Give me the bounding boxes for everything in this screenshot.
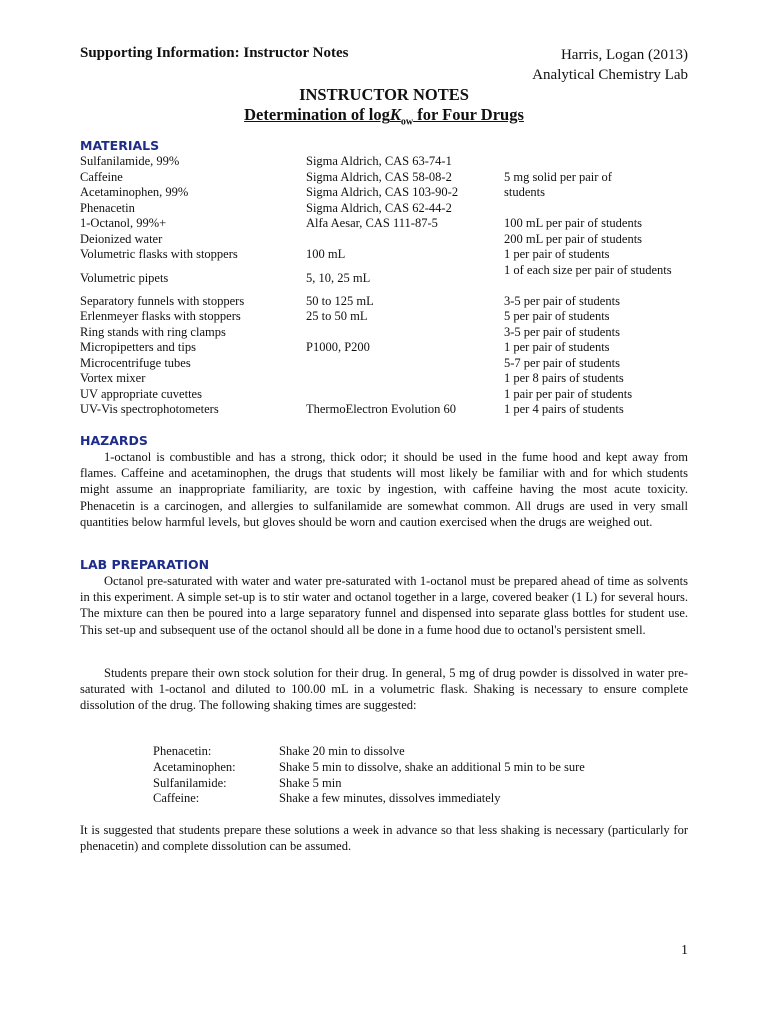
table-row: Vortex mixer 1 per 8 pairs of students <box>80 371 624 385</box>
document-page: Supporting Information: Instructor Notes Harris, Logan (2013) Analytical Chemistry Lab INSTRUCTOR NOTES Determination of logK$_{ow}$ for Four Drugs MATERIALS Sulfanilamide, 99% Sigma Aldrich, CAS 63-74-1 Caffeine Sigma Aldrich, CAS 58-08-2 5 mg solid per pair of Acetaminophen, 99% Sigma Aldrich, CAS 103-90-2 students Phenacetin Sigma Aldrich, CAS 62-44-2 1-Octanol, 99%+ Alfa Aesar, CAS 111-87-5 100 mL per pair of students Deionized water 200 mL per pair of students Volumetric flasks with stoppers 100 mL 1 per pair of students Volumetric pipets 5, 10, 25 mL 1 of each size per pair of students Separatory funnels with stoppers 50 to 125 mL 3-5 per pair of students Erlenmeyer flasks with stoppers 25 to 50 mL 5 per pair of students Ring stands with ring clamps 3-5 per pair of students Micropipetters and tips P1000, P200 1 per pair of students Microcentrifuge tubes 5-7 per pair of students Vortex mixer 1 per 8 pairs of students UV appropriate cuvettes 1 pair per pair of students UV-Vis spectrophotometers ThermoElectron Evolution 60 1 per 4 pairs of students HAZARDS 1-octanol is combustible and has a strong, thick odor; it should be used in the fume hood and kept away from flames. Caffeine and acetaminophen, the drugs that students will most likely be familiar with and for which students might assume an inappropriate familiarity, are toxic by ingestion, with caffeine having the most acute toxicity. Phenacetin is a carcinogen, and allergies to sulfanilamide are somewhat common. All drugs are used in very small quantities below harmful levels, but gloves should be worn and caution exercised when the drugs are weighed out. LAB PREPARATION Octanol pre-saturated with water and water pre-saturated with 1-octanol must be prepared ahead of time as solvents in this experiment. A simple set-up is to stir water and octanol together in a large, covered beaker (1 L) for several hours. The mixture can then be poured into a large separatory funnel and dispensed into separate glass bottles for student use. This set-up and subsequent use of the octanol should all be done in a fume hood due to octanol's persistent smell. Students prepare their own stock solution for their drug. In general, 5 mg of drug powder is dissolved in water pre-saturated with 1-octanol and diluted to 100.00 mL in a volumetric flask. Shaking is necessary to ensure complete dissolution of the drug. The following shaking times are suggested: Phenacetin: Shake 20 min to dissolve Acetaminophen: Shake 5 min to dissolve, shake an additional 5 min to be sure Sulfanilamide: Shake 5 min Caffeine: Shake a few minutes, dissolves immediately It is suggested that students prepare these solutions a week in advance so that less shaking is necessary (particularly for phenacetin) and complete dissolution can be assumed. 1 <box>0 0 768 1024</box>
table-row: Erlenmeyer flasks with stoppers 25 to 50 mL 5 per pair of students <box>80 309 610 323</box>
hazards-heading: HAZARDS <box>80 433 148 448</box>
table-row: Micropipetters and tips P1000, P200 1 per pair of students <box>80 340 610 354</box>
subtitle-sub: ow <box>400 116 414 128</box>
doc-title: INSTRUCTOR NOTES <box>299 85 469 104</box>
table-row: Acetaminophen, 99% Sigma Aldrich, CAS 103-90-2 students <box>80 185 545 199</box>
page-number: 1 <box>681 943 688 958</box>
table-row: 1-Octanol, 99%+ Alfa Aesar, CAS 111-87-5 100 mL per pair of students <box>80 216 643 230</box>
table-row: Ring stands with ring clamps 3-5 per pair of students <box>80 324 620 339</box>
header-course: Analytical Chemistry Lab <box>532 67 688 83</box>
table-row: Volumetric flasks with stoppers 100 mL 1 per pair of students <box>80 247 610 261</box>
table-row: Separatory funnels with stoppers 50 to 125 mL 3-5 per pair of students <box>80 293 620 308</box>
subtitle-k: K <box>389 105 401 124</box>
lab-prep-paragraph-1: Octanol pre-saturated with water and water pre-saturated with 1-octanol must be prepared ahead of time as solvents in this experiment. A simple set-up is to stir water and octanol together in a large, covered beaker (1 L) for several hours. The mixture can then be poured into a large separatory funnel and dispensed into separate glass bottles for student use. This set-up and subsequent use of the octanol should all be done in a fume hood due to octanol's persistent smell. <box>80 574 688 637</box>
doc-subtitle <box>0 105 768 127</box>
table-row: Caffeine Sigma Aldrich, CAS 58-08-2 5 mg solid per pair of <box>80 169 612 184</box>
table-row: UV appropriate cuvettes 1 pair per pair of students <box>80 386 633 401</box>
table-row: Sulfanilamide, 99% Sigma Aldrich, CAS 63-74-1 <box>80 154 452 168</box>
materials-table <box>80 154 700 418</box>
lab-prep-paragraph-2: Students prepare their own stock solution for their drug. In general, 5 mg of drug powder is dissolved in water pre-saturated with 1-octanol and diluted to 100.00 mL in a volumetric flask. Shaking is necessary to ensure complete dissolution of the drug. The following shaking times are suggested: <box>80 666 688 713</box>
materials-heading: MATERIALS <box>80 138 160 153</box>
subtitle-prefix: Determination of log <box>244 105 390 124</box>
lab-prep-heading: LAB PREPARATION <box>80 557 210 572</box>
subtitle-suffix: for Four Drugs <box>413 105 524 124</box>
lab-prep-paragraph-3: It is suggested that students prepare these solutions a week in advance so that less shaking is necessary (particularly for phenacetin) and complete dissolution can be assumed. <box>80 823 688 854</box>
header-right <box>532 45 688 85</box>
table-row: Microcentrifuge tubes 5-7 per pair of students <box>80 355 620 370</box>
header-author: Harris, Logan (2013) <box>560 47 688 63</box>
table-row: UV-Vis spectrophotometers ThermoElectron Evolution 60 1 per 4 pairs of students <box>80 402 624 416</box>
hazards-paragraph: 1-octanol is combustible and has a strong, thick odor; it should be used in the fume hood and kept away from flames. Caffeine and acetaminophen, the drugs that students will most likely be familiar with and for which students might assume an inappropriate familiarity, are toxic by ingestion, with caffeine having the most acute toxicity. Phenacetin is a carcinogen, and allergies to sulfanilamide are somewhat common. All drugs are used in very small quantities below harmful levels, but gloves should be worn and caution exercised when the drugs are weighed out. <box>80 450 688 529</box>
header-left: Supporting Information: Instructor Notes <box>80 45 349 61</box>
table-row: Deionized water 200 mL per pair of students <box>80 231 643 246</box>
table-row: Phenacetin Sigma Aldrich, CAS 62-44-2 <box>80 200 452 215</box>
table-row: Volumetric pipets 5, 10, 25 mL 1 of each size per pair of students <box>80 262 672 285</box>
